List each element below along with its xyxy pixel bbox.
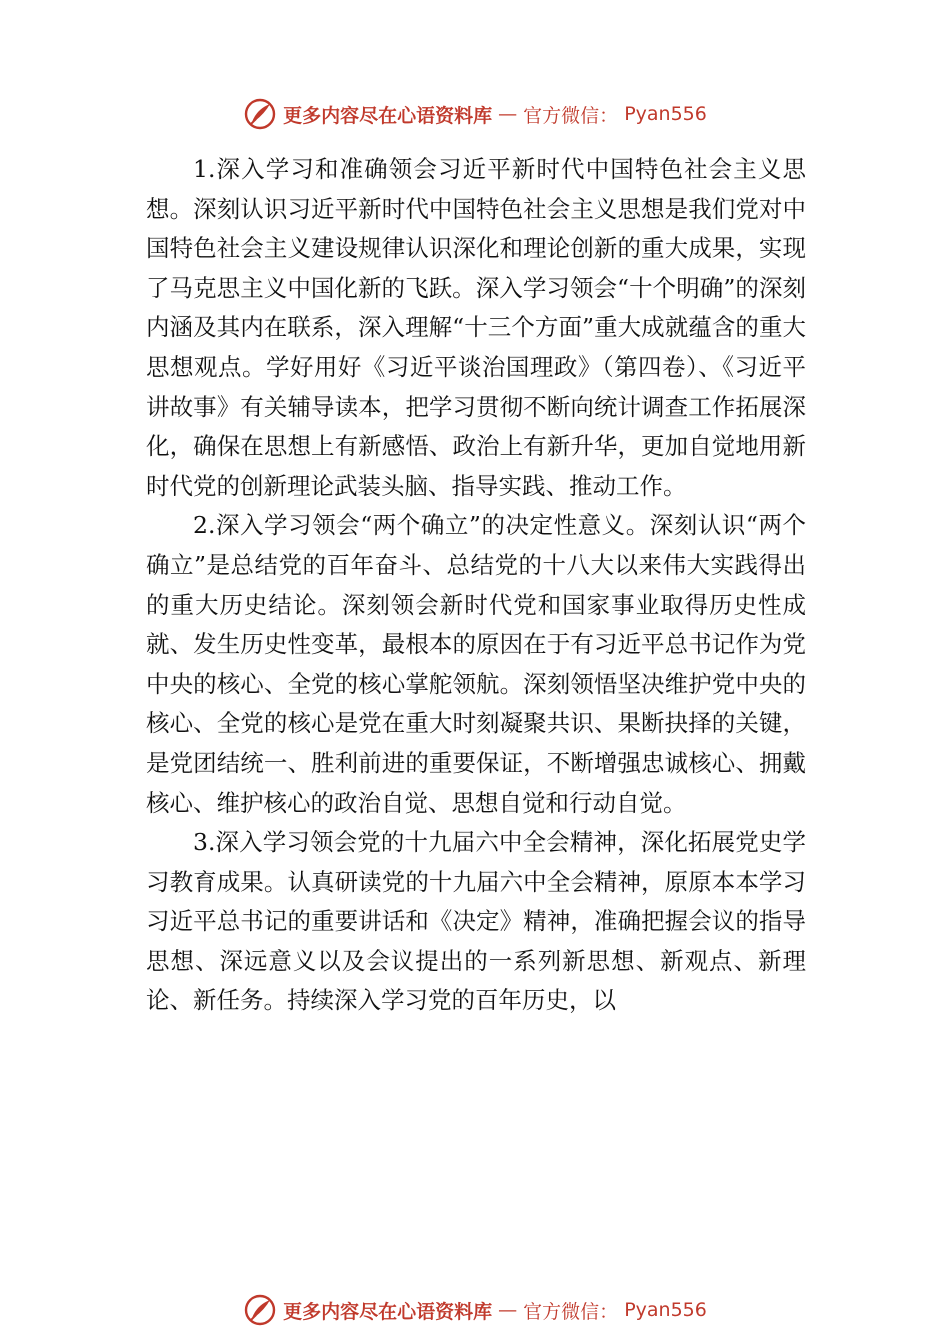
- paragraph-2: 2.深入学习领会“两个确立”的决定性意义。深刻认识“两个确立”是总结党的百年奋斗、总结党的十八大以来伟大实践得出的重大历史结论。深刻领会新时代党和国家事业取得历史性成就、发生历史性变革，最根本的原因在于有习近平总书记作为党中央的核心、全党的核心掌舵领航。深刻领悟坚决维护党中央的核心、全党的核心是党在重大时刻凝聚共识、果断抉择的关键，是党团结统一、胜利前进的重要保证，不断增强忠诚核心、拥戴核心、维护核心的政治自觉、思想自觉和行动自觉。: [146, 511, 806, 817]
- watermark-separator: —: [498, 103, 518, 125]
- quill-logo-icon: [243, 1293, 277, 1327]
- document-body: [146, 150, 806, 1021]
- quill-logo-icon: [243, 97, 277, 131]
- watermark-wechat-label: 官方微信：: [523, 104, 619, 127]
- watermark-site-text: 更多内容尽在心语资料库: [283, 1300, 493, 1323]
- footer-watermark: [0, 1290, 950, 1330]
- watermark-wechat-id: Pyan556: [624, 103, 707, 125]
- watermark-wechat-label: 官方微信：: [523, 1300, 619, 1323]
- paragraph-1: 1.深入学习和准确领会习近平新时代中国特色社会主义思想。深刻认识习近平新时代中国特色社会主义思想是我们党对中国特色社会主义建设规律认识深化和理论创新的重大成果，实现了马克思主义中国化新的飞跃。深入学习领会“十个明确”的深刻内涵及其内在联系，深入理解“十三个方面”重大成就蕴含的重大思想观点。学好用好《习近平谈治国理政》（第四卷）、《习近平讲故事》有关辅导读本，把学习贯彻不断向统计调查工作拓展深化，确保在思想上有新感悟、政治上有新升华，更加自觉地用新时代党的创新理论武装头脑、指导实践、推动工作。: [146, 155, 806, 500]
- header-watermark: [0, 94, 950, 134]
- watermark-separator: —: [498, 1299, 518, 1321]
- watermark-site-text: 更多内容尽在心语资料库: [283, 104, 493, 127]
- watermark-wechat-id: Pyan556: [624, 1299, 707, 1321]
- paragraph-3: 3.深入学习领会党的十九届六中全会精神，深化拓展党史学习教育成果。认真研读党的十九届六中全会精神，原原本本学习习近平总书记的重要讲话和《决定》精神，准确把握会议的指导思想、深远意义以及会议提出的一系列新思想、新观点、新理论、新任务。持续深入学习党的百年历史，以: [146, 828, 806, 1015]
